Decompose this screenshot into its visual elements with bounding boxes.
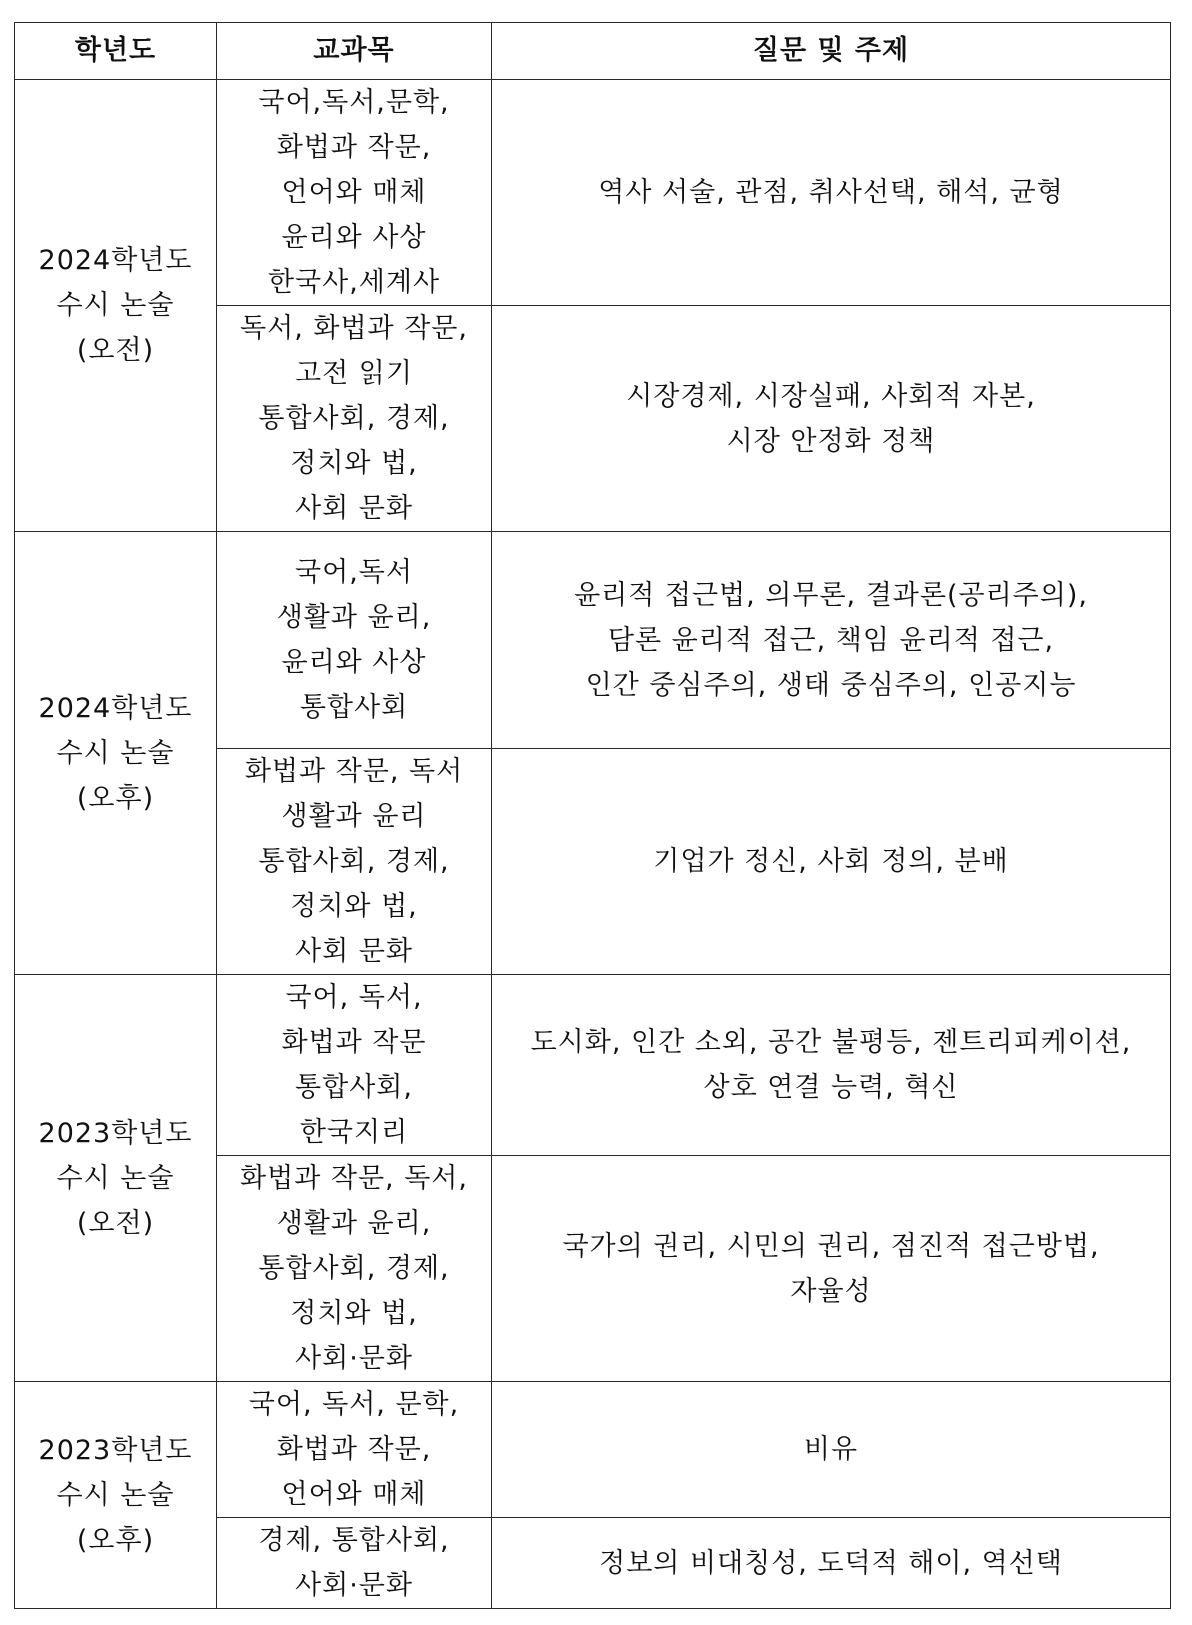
topic-line: 윤리적 접근법, 의무론, 결과론(공리주의),	[574, 579, 1088, 611]
session-label: (오전)	[76, 335, 155, 366]
topic-line: 비유	[803, 1434, 859, 1465]
topic-line: 상호 연결 능력, 혁신	[703, 1072, 959, 1103]
subject-line: 정치와 법,	[290, 891, 418, 922]
subject-line: 사회·문화	[295, 1343, 413, 1374]
topic-line: 담론 윤리적 접근, 책임 윤리적 접근,	[607, 624, 1055, 656]
topic-line: 국가의 권리, 시민의 권리, 점진적 접근방법,	[562, 1230, 1100, 1262]
header-topic: 질문 및 주제	[492, 23, 1171, 80]
year-cell	[15, 1382, 217, 1609]
subject-line: 한국지리	[299, 1117, 409, 1148]
topic-line: 기업가 정신, 사회 정의, 분배	[653, 846, 1009, 877]
subject-line: 독서, 화법과 작문,	[240, 313, 468, 344]
topic-cell	[492, 1518, 1171, 1609]
table-row	[15, 80, 1171, 306]
subject-line: 언어와 매체	[281, 1479, 427, 1510]
topic-line: 자율성	[790, 1275, 872, 1307]
subject-line: 화법과 작문,	[276, 1434, 432, 1465]
subject-line: 화법과 작문, 독서,	[240, 1163, 468, 1194]
header-year: 학년도	[15, 23, 217, 80]
subject-cell	[217, 1518, 492, 1609]
subject-cell	[217, 1382, 492, 1518]
table-row	[15, 975, 1171, 1156]
exam-type-label: 수시 논술	[56, 737, 175, 769]
subject-cell	[217, 975, 492, 1156]
subject-line: 국어, 독서,	[285, 982, 423, 1013]
session-label: (오전)	[76, 1207, 155, 1239]
subject-line: 생활과 윤리,	[276, 1208, 432, 1239]
subject-line: 국어,독서	[295, 557, 413, 588]
session-label: (오후)	[76, 782, 155, 814]
table-row	[15, 1382, 1171, 1518]
subject-line: 생활과 윤리,	[276, 602, 432, 633]
year-label: 2023학년도	[38, 1117, 193, 1149]
topics-table	[14, 22, 1171, 1609]
subject-line: 화법과 작문	[281, 1027, 427, 1058]
subject-line: 윤리와 사상	[281, 647, 427, 678]
subject-line: 통합사회	[299, 692, 409, 723]
subject-line: 윤리와 사상	[281, 222, 427, 253]
topic-cell	[492, 306, 1171, 532]
year-label: 2024학년도	[38, 692, 193, 724]
subject-line: 통합사회,	[295, 1072, 413, 1103]
topic-line: 정보의 비대칭성, 도덕적 해이, 역선택	[599, 1547, 1063, 1579]
subject-cell	[217, 1156, 492, 1382]
exam-type-label: 수시 논술	[56, 1162, 175, 1194]
year-cell	[15, 532, 217, 975]
topic-cell	[492, 1156, 1171, 1382]
subject-line: 사회 문화	[295, 936, 413, 967]
subject-cell	[217, 306, 492, 532]
topic-cell	[492, 532, 1171, 749]
topic-cell	[492, 1382, 1171, 1518]
topic-line: 시장 안정화 정책	[726, 425, 936, 457]
topic-line: 역사 서술, 관점, 취사선택, 해석, 균형	[598, 177, 1064, 208]
year-cell	[15, 975, 217, 1382]
subject-line: 사회·문화	[295, 1570, 413, 1601]
subject-line: 통합사회, 경제,	[258, 1253, 450, 1284]
session-label: (오후)	[76, 1524, 155, 1556]
subject-line: 국어,독서,문학,	[258, 87, 450, 118]
year-label: 2023학년도	[38, 1434, 193, 1466]
year-cell	[15, 80, 217, 532]
topic-line: 인간 중심주의, 생태 중심주의, 인공지능	[585, 669, 1077, 701]
subject-line: 정치와 법,	[290, 1298, 418, 1329]
topic-cell	[492, 749, 1171, 975]
subject-line: 언어와 매체	[281, 177, 427, 208]
exam-type-label: 수시 논술	[56, 290, 175, 321]
subject-line: 경제, 통합사회,	[258, 1525, 450, 1556]
topic-line: 시장경제, 시장실패, 사회적 자본,	[626, 380, 1036, 412]
year-label: 2024학년도	[38, 245, 193, 276]
subject-line: 통합사회, 경제,	[258, 403, 450, 434]
subject-line: 통합사회, 경제,	[258, 846, 450, 877]
subject-cell	[217, 532, 492, 749]
exam-type-label: 수시 논술	[56, 1479, 175, 1511]
topic-cell	[492, 975, 1171, 1156]
subject-line: 생활과 윤리	[281, 801, 427, 832]
subject-cell	[217, 749, 492, 975]
subject-cell	[217, 80, 492, 306]
subject-line: 사회 문화	[295, 493, 413, 524]
subject-line: 고전 읽기	[295, 358, 413, 389]
header-row	[15, 23, 1171, 80]
subject-line: 한국사,세계사	[267, 267, 441, 298]
table-row	[15, 532, 1171, 749]
header-subject: 교과목	[217, 23, 492, 80]
subject-line: 정치와 법,	[290, 448, 418, 479]
subject-line: 화법과 작문,	[276, 132, 432, 163]
subject-line: 화법과 작문, 독서	[244, 756, 464, 787]
topic-line: 도시화, 인간 소외, 공간 불평등, 젠트리피케이션,	[530, 1027, 1132, 1058]
topic-cell	[492, 80, 1171, 306]
subject-line: 국어, 독서, 문학,	[248, 1389, 460, 1420]
